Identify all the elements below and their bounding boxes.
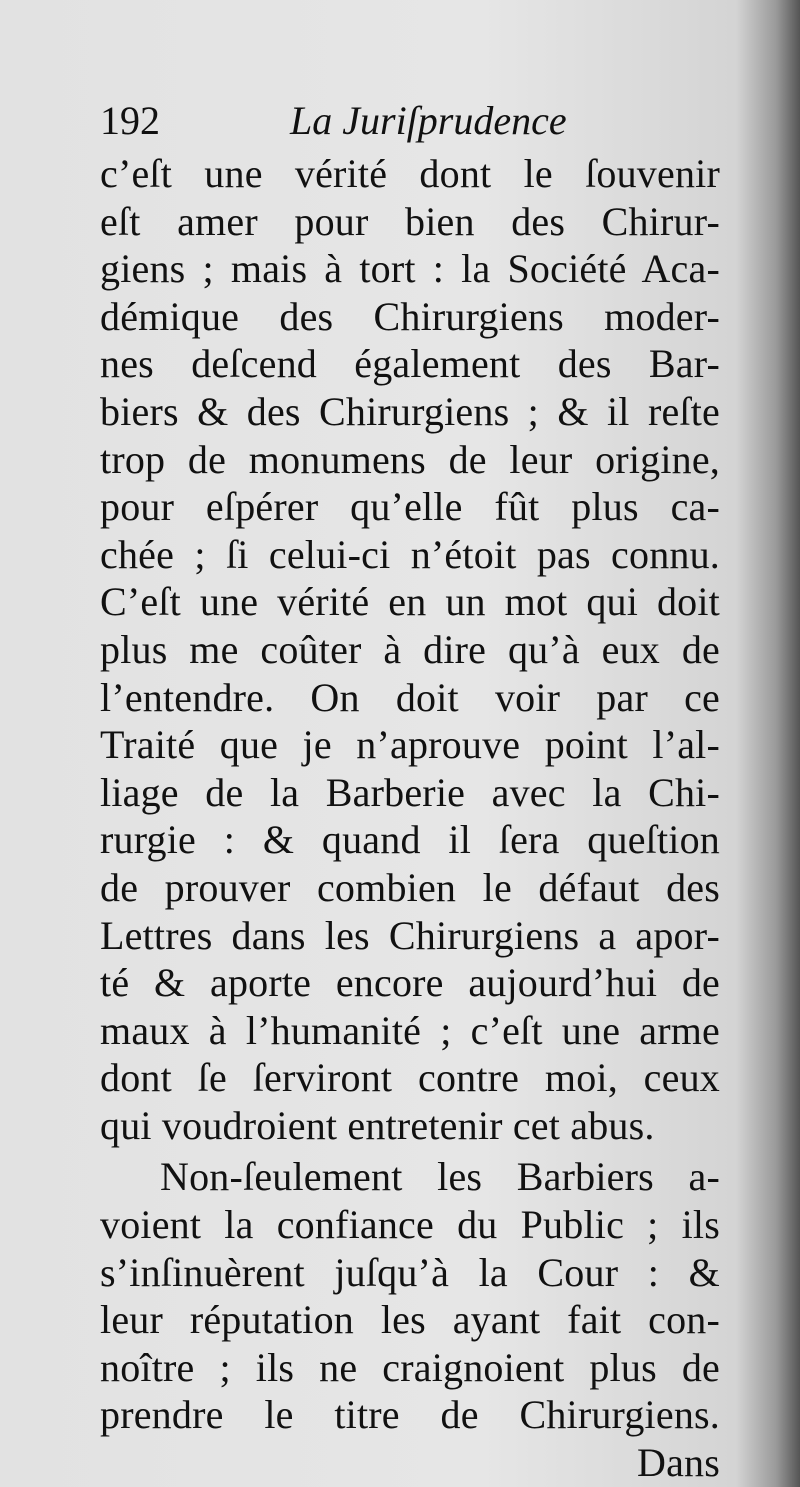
text-line: dont ſe ſerviront contre moi, ceux xyxy=(100,1055,720,1101)
text-line: rurgie : & quand il ſera queſtion xyxy=(100,817,720,863)
text-line: leur réputation les ayant fait con- xyxy=(100,1297,720,1343)
text-line: nes deſcend également des Bar- xyxy=(100,341,720,387)
page-header xyxy=(100,96,720,146)
text-line: s’inſinuèrent juſqu’à la Cour : & xyxy=(100,1249,720,1295)
text-line: chée ; ſi celui-ci n’étoit pas connu. xyxy=(100,531,720,577)
text-line: giens ; mais à tort : la Société Aca- xyxy=(100,246,720,292)
text-line: prendre le titre de Chirurgiens. xyxy=(100,1392,720,1438)
text-line: pour eſpérer qu’elle fût plus ca- xyxy=(100,484,720,530)
text-line: Traité que je n’aprouve point l’al- xyxy=(100,722,720,768)
text-line: de prouver combien le défaut des xyxy=(100,864,720,910)
text-line: trop de monumens de leur origine, xyxy=(100,436,720,482)
text-line: qui voudroient entretenir cet abus. xyxy=(100,1102,655,1148)
text-line: c’eſt une vérité dont le ſouvenir xyxy=(100,151,720,196)
catchword: Dans xyxy=(636,1440,720,1486)
text-line: Lettres dans les Chirurgiens a apor- xyxy=(100,912,720,958)
text-line: biers & des Chirurgiens ; & il reſte xyxy=(100,388,720,434)
body-text xyxy=(100,150,720,1487)
text-line: eſt amer pour bien des Chirur- xyxy=(100,198,720,244)
paragraph-first-line: Non-ſeulement les Barbiers a- xyxy=(160,1154,720,1200)
text-line: té & aporte encore aujourd’hui de xyxy=(100,960,720,1006)
text-line: l’entendre. On doit voir par ce xyxy=(100,674,720,720)
text-line: C’eſt une vérité en un mot qui doit xyxy=(100,579,720,625)
text-line: voient la confiance du Public ; ils xyxy=(100,1202,720,1248)
page-number: 192 xyxy=(100,98,160,143)
running-title: La Juriſprudence xyxy=(290,98,567,143)
text-line: plus me coûter à dire qu’à eux de xyxy=(100,626,720,672)
text-line: noître ; ils ne craignoient plus de xyxy=(100,1344,720,1390)
text-line: démique des Chirurgiens moder- xyxy=(100,293,720,339)
text-line: maux à l’humanité ; c’eſt une arme xyxy=(100,1007,720,1053)
text-line: liage de la Barberie avec la Chi- xyxy=(100,769,720,815)
